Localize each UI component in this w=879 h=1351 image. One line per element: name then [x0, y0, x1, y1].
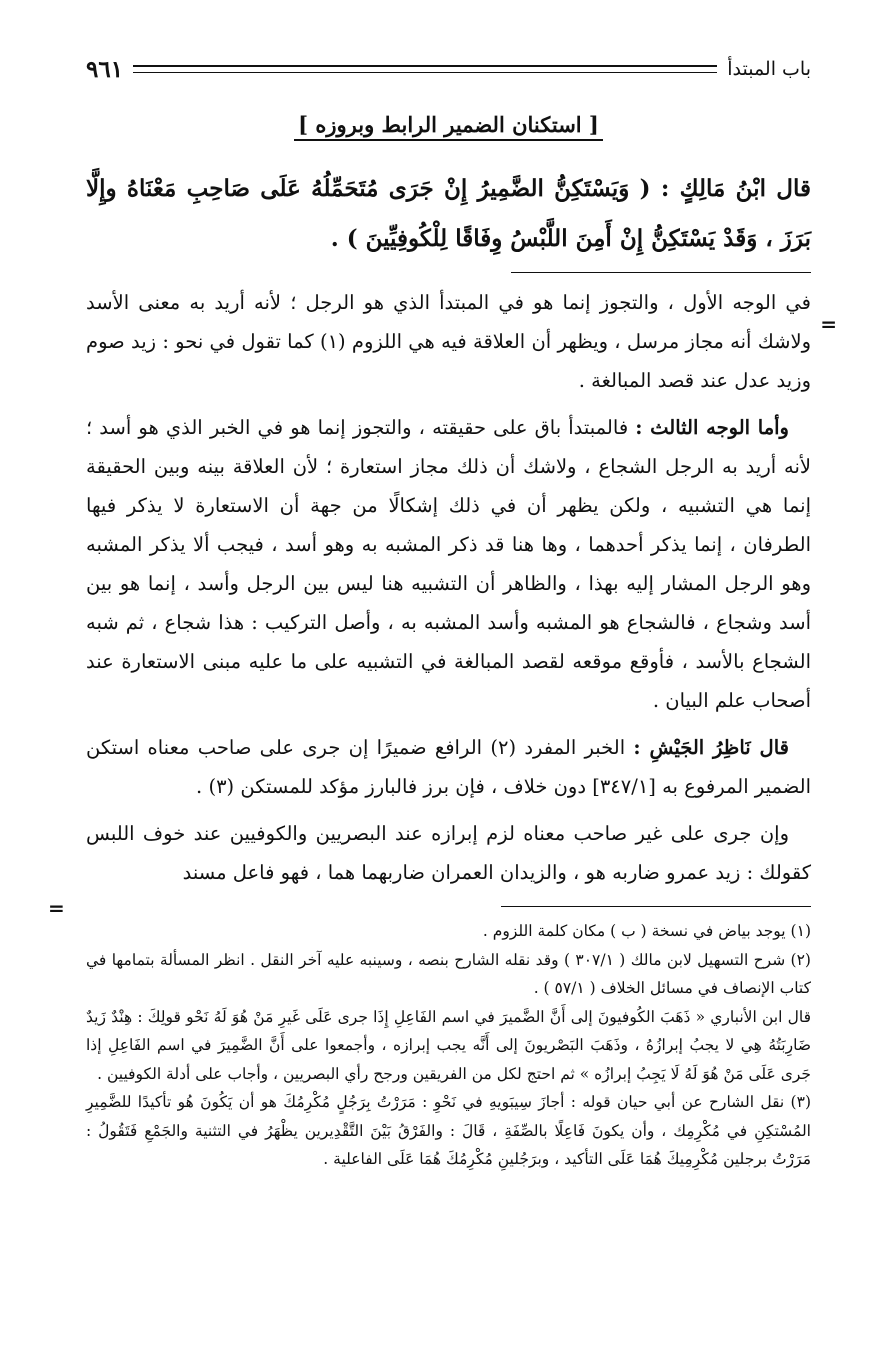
matn-text: [86, 164, 811, 264]
paragraph-2-lead: وأما الوجه الثالث :: [635, 416, 789, 439]
continuation-mark-bottom: =: [48, 896, 65, 920]
commentary-body: [86, 283, 811, 892]
page-header: [86, 48, 811, 90]
matn-quote: ( وَيَسْتَكِنُّ الضَّمِيرُ إِنْ جَرَى مُتَحَمِّلُهُ عَلَى صَاحِبِ مَعْنَاهُ وإِلَّا بَرَزَ ، وَقَدْ يَسْتَكِنُّ إِنْ أَمِنَ اللَّبْسُ وِفَاقًا لِلْكُوفِيِّينَ ) .: [86, 175, 811, 252]
page: [86, 48, 811, 1174]
footnote-3: (٣) نقل الشارح عن أبي حيان قوله : أجازَ سِيبَويهِ في نَحْوِ : مَرَرْتُ بِرَجُلٍ مُكْرِمُكَ هو أن يَكُونَ هُو تأكيدًا للضَّمِيرِ المُسْتكِنِ في مُكْرِمِك ، وأن يكونَ فَاعِلًا بالصِّفَةِ ، قَالَ : والفَرْقُ بَيْنَ التَّقْدِيرين يظْهَرُ في التثنية والجَمْعِ فَتَقُولُ : مَرَرْتُ برجلين مُكْرِمِيكَ هُمَا عَلَى التأكيد ، وبرَجُلينِ مُكْرِمُكَ هُمَا عَلَى الفاعلية .: [86, 1093, 811, 1168]
section-title: [86, 112, 811, 146]
footnotes: [86, 917, 811, 1174]
paragraph-4: وإن جرى على غير صاحب معناه لزم إبرازه عند البصريين والكوفيين عند خوف اللبس كقولك : زيد عمرو ضاربه هو ، والزيدان العمران ضاربهما هما ، فهو فاعل مسند: [86, 822, 811, 884]
paragraph-3-text: الخبر المفرد (٢) الرافع ضميرًا إن جرى على صاحب معناه استكن الضمير المرفوع به [٣٤٧/١] دون خلاف ، فإن برز فالبارز مؤكد للمستكن (٣) .: [86, 736, 811, 798]
section-title-text: [ استكنان الضمير الرابط وبروزه ]: [294, 112, 603, 141]
chapter-title: باب المبتدأ: [727, 58, 811, 80]
footnote-2-continued: قال ابن الأنباري « ذَهَبَ الكُوفيونَ إلى أَنَّ الضَّميرَ في اسم الفَاعِلِ إِذَا جرى عَلَى غَيرِ مَنْ هُوَ لَهُ نَحْو قولِكَ : هِنْدٌ زَيدٌ ضَارِبَتُهُ هِي لا يجبُ إبرازُهُ ، وذَهَبَ البَصْريونَ إلى أَنَّه يجب إبرازه ، وأجمعوا على أَنَّ الضَّمِيرَ في اسم الفَاعِلِ إذا جَرى عَلَى مَنْ هُوَ لَهُ لَا يَجِبُ إبرازُه » ثم احتج لكل من الفريقين ورجح رأي البصريين ، وأجاب على أدلة الكوفيين .: [86, 1007, 811, 1083]
matn-divider: [511, 272, 811, 273]
footnote-2: (٢) شرح التسهيل لابن مالك ( ٣٠٧/١ ) وقد نقله الشارح بنصه ، وسينبه عليه آخر النقل . انظر المسألة بتمامها في كتاب الإنصاف في مسائل الخلاف ( ٥٧/١ ) .: [86, 950, 811, 997]
page-number: ٩٦١: [86, 55, 124, 83]
matn-speaker: قال ابْنُ مَالِكٍ :: [660, 175, 811, 202]
continuation-mark-top: =: [820, 312, 837, 336]
footnote-divider: [501, 906, 811, 907]
footnote-1: (١) يوجد بياض في نسخة ( ب ) مكان كلمة اللزوم .: [482, 922, 811, 940]
paragraph-2-text: فالمبتدأ باق على حقيقته ، والتجوز إنما هو في الخبر الذي هو أسد ؛ لأنه أريد به الرجل الشجاع ، ولاشك أن ذلك مجاز استعارة ؛ لأن العلاقة بينه وبين الحقيقة إنما هي التشبيه ، ولكن يظهر أن في ذلك إشكالًا من جهة أن الاستعارة لا يذكر فيها الطرفان ، إنما يذكر أحدهما ، وها هنا قد ذكر المشبه به وهو أسد ، فيجب ألا يذكر المشبه وهو الرجل المشار إليه بهذا ، والظاهر أن التشبيه هنا ليس بين الرجل وأسد ، إنما هو بين أسد وشجاع ، فالشجاع هو المشبه وأسد المشبه به ، وأصل التركيب : هذا شجاع ، ثم شبه الشجاع بالأسد ، فأوقع موقعه لقصد المبالغة في التشبيه على ما عليه مبنى الاستعارة عند أصحاب علم البيان .: [86, 416, 811, 712]
paragraph-1: في الوجه الأول ، والتجوز إنما هو في المبتدأ الذي هو الرجل ؛ لأنه أريد به معنى الأسد ولاشك أنه مجاز مرسل ، ويظهر أن العلاقة فيه هي اللزوم (١) كما تقول في نحو : زيد صوم وزيد عدل عند قصد المبالغة .: [86, 291, 812, 392]
paragraph-2: [86, 408, 811, 720]
paragraph-3: [86, 728, 811, 806]
header-rule: [133, 65, 717, 73]
paragraph-3-lead: قال نَاظِرُ الجَيْشِ :: [633, 736, 789, 759]
